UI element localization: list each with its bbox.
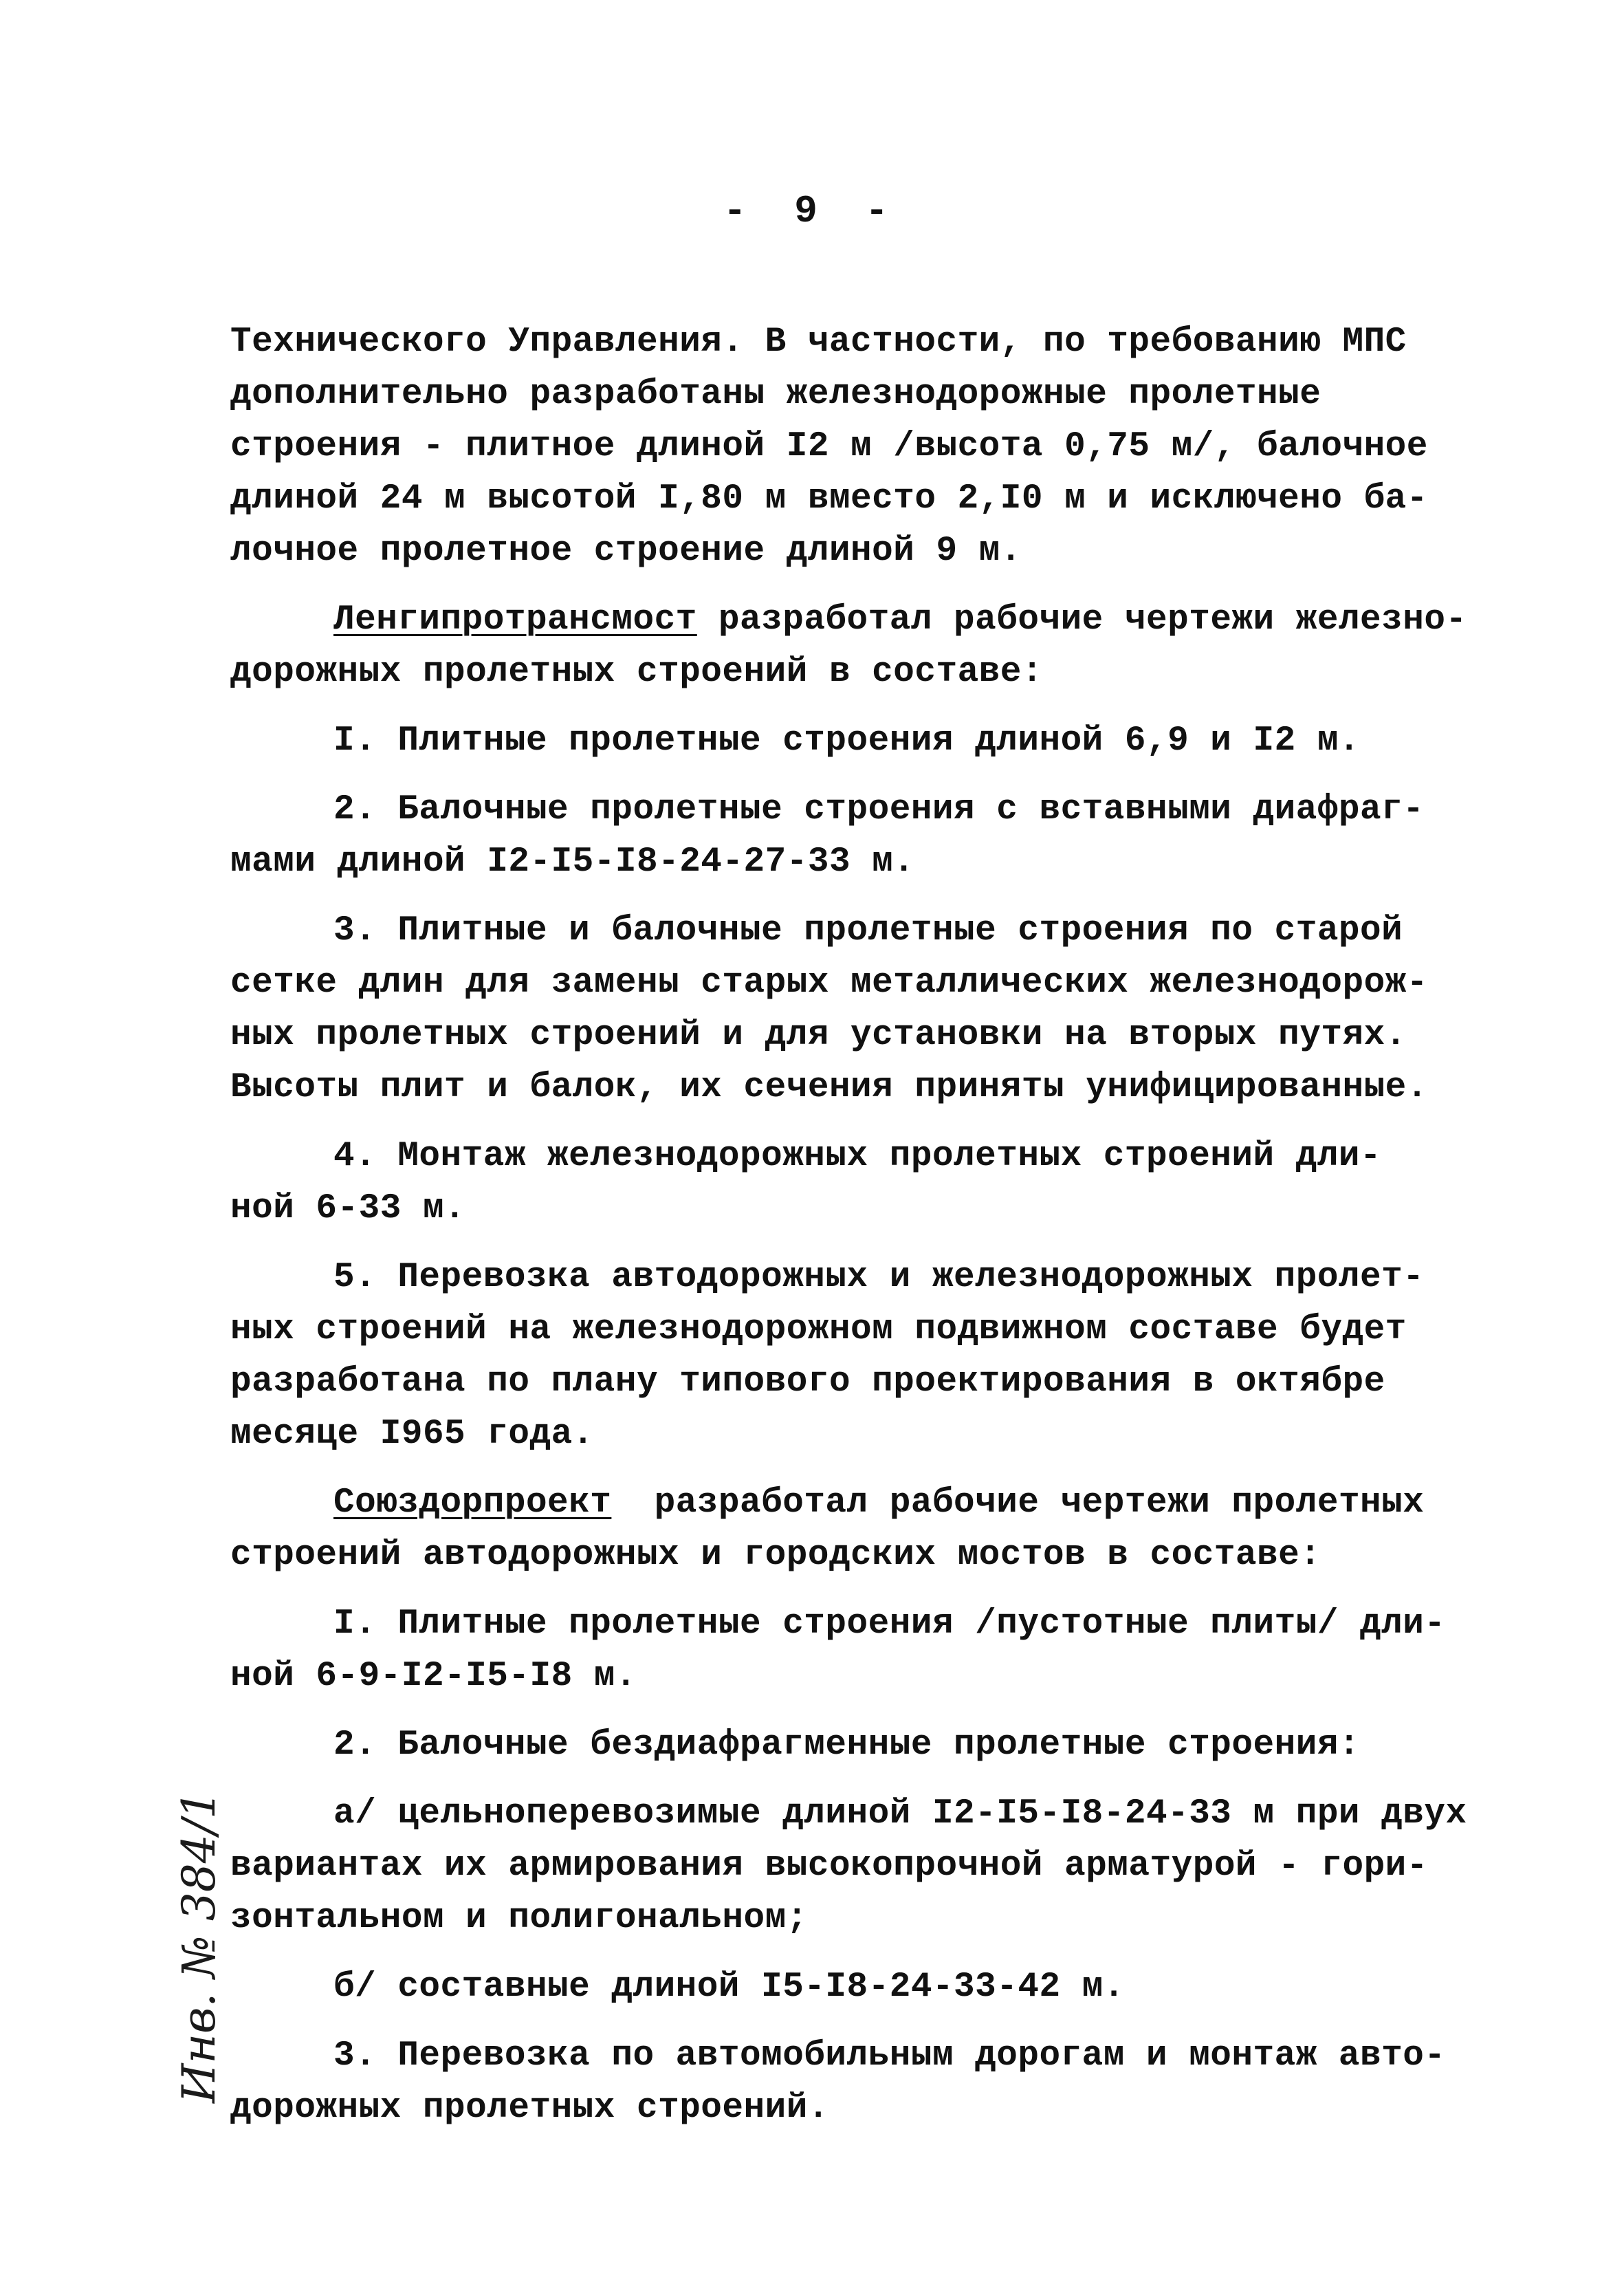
- text-line: месяце I965 года.: [230, 1415, 594, 1454]
- text-line: б/ составные длиной I5-I8-24-33-42 м.: [333, 1968, 1125, 2007]
- text-line: 3. Плитные и балочные пролетные строения по старой: [333, 911, 1403, 950]
- text-line: сетке длин для замены старых металлических железнодорож-: [230, 964, 1428, 1003]
- list-item: [230, 905, 1509, 1114]
- text-line: мами длиной I2-I5-I8-24-27-33 м.: [230, 842, 915, 882]
- text-line: ных строений на железнодорожном подвижном составе будет: [230, 1310, 1407, 1349]
- document-body: [230, 316, 1509, 2151]
- list-item: [230, 784, 1509, 889]
- list-item: [230, 2030, 1509, 2135]
- text-line: строений автодорожных и городских мостов в составе:: [230, 1536, 1321, 1575]
- text-line: лочное пролетное строение длиной 9 м.: [230, 532, 1022, 571]
- text-line: [230, 1477, 1509, 1530]
- text-line: дорожных пролетных строений.: [230, 2089, 829, 2128]
- text-line: Технического Управления. В частности, по требованию МПС: [230, 323, 1407, 362]
- inventory-number-text: Инв. № 384/1: [173, 1789, 226, 2103]
- text-line: дорожных пролетных строений в составе:: [230, 653, 1043, 692]
- list-item: [230, 1252, 1509, 1461]
- text-line: 2. Балочные бездиафрагменные пролетные строения:: [333, 1726, 1361, 1765]
- intro-paragraph: [230, 316, 1509, 578]
- page-number: - 9 -: [723, 189, 901, 233]
- text-line: 5. Перевозка автодорожных и железнодорожных пролет-: [333, 1258, 1425, 1297]
- text-line: 4. Монтаж железнодорожных пролетных строений дли-: [333, 1137, 1382, 1176]
- list-item: [230, 1788, 1509, 1945]
- heading-rest: разработал рабочие чертежи железно-: [696, 600, 1467, 640]
- org-name-soyuzdorproekt: Союздорпроект: [333, 1483, 612, 1523]
- list-item: [230, 1598, 1509, 1703]
- lengiprotransmost-heading: [230, 594, 1509, 699]
- text-line: Высоты плит и балок, их сечения приняты унифицированные.: [230, 1068, 1428, 1107]
- inventory-number-handwritten: [158, 1789, 241, 2103]
- soyuzdorproekt-heading: [230, 1477, 1509, 1582]
- text-line: ной 6-33 м.: [230, 1189, 466, 1228]
- list-item: [230, 715, 1509, 768]
- text-line: дополнительно разработаны железнодорожные пролетные: [230, 375, 1321, 414]
- org-name-lengiprotransmost: Ленгипротрансмост: [333, 600, 697, 640]
- text-line: строения - плитное длиной I2 м /высота 0,75 м/, балочное: [230, 427, 1428, 466]
- list-item: [230, 1961, 1509, 2014]
- text-line: разработана по плану типового проектирования в октябре: [230, 1362, 1385, 1402]
- heading-rest: разработал рабочие чертежи пролетных: [611, 1483, 1425, 1523]
- text-line: ной 6-9-I2-I5-I8 м.: [230, 1657, 637, 1696]
- list-item: [230, 1131, 1509, 1235]
- text-line: [230, 594, 1509, 646]
- text-line: I. Плитные пролетные строения длиной 6,9 и I2 м.: [333, 721, 1361, 761]
- text-line: вариантах их армирования высокопрочной арматурой - гори-: [230, 1847, 1428, 1886]
- text-line: зонтальном и полигональном;: [230, 1899, 808, 1938]
- text-line: а/ цельноперевозимые длиной I2-I5-I8-24-33 м при двух: [333, 1794, 1467, 1833]
- text-line: длиной 24 м высотой I,80 м вместо 2,I0 м и исключено ба-: [230, 479, 1428, 519]
- text-line: ных пролетных строений и для установки на вторых путях.: [230, 1016, 1407, 1055]
- list-item: [230, 1719, 1509, 1772]
- text-line: 2. Балочные пролетные строения с вставными диафраг-: [333, 790, 1425, 829]
- text-line: I. Плитные пролетные строения /пустотные плиты/ дли-: [333, 1604, 1446, 1644]
- text-line: 3. Перевозка по автомобильным дорогам и монтаж авто-: [333, 2036, 1446, 2076]
